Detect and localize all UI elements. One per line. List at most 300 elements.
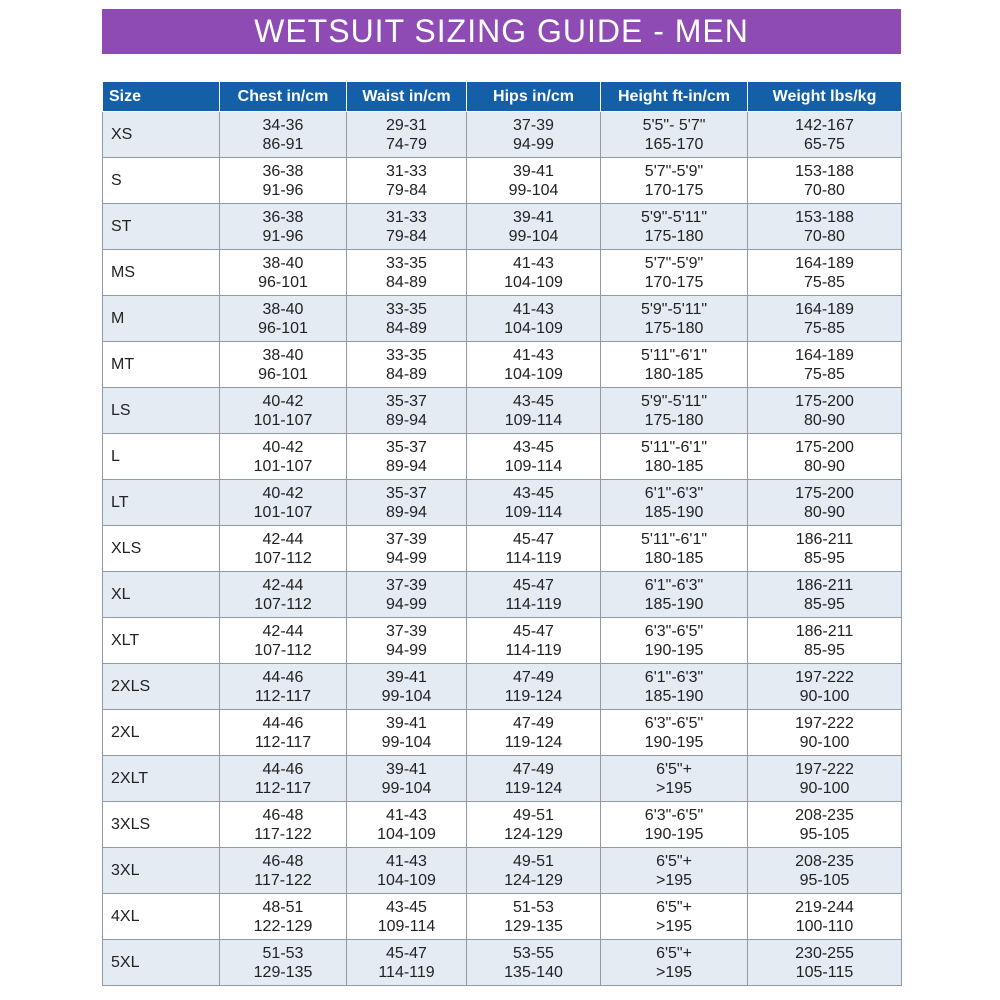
page-title: WETSUIT SIZING GUIDE - MEN: [102, 9, 901, 54]
hips-imperial: 43-45: [513, 484, 554, 502]
weight-metric: 85-95: [804, 549, 845, 567]
hips-metric: 119-124: [504, 779, 563, 797]
weight-cell: [748, 894, 902, 940]
height-metric: 190-195: [644, 641, 704, 659]
height-metric: 165-170: [644, 135, 704, 153]
chest-metric: 112-117: [254, 733, 312, 751]
table-row: [103, 940, 902, 986]
weight-imperial: 164-189: [795, 254, 854, 272]
chest-imperial: 36-38: [262, 162, 304, 180]
size-cell: XLT: [103, 618, 220, 664]
waist-metric: 74-79: [386, 135, 427, 153]
weight-metric: 85-95: [804, 641, 845, 659]
hips-metric: 99-104: [508, 227, 559, 245]
height-imperial: 5'7"-5'9": [644, 254, 704, 272]
hips-imperial: 41-43: [513, 300, 554, 318]
waist-metric: 94-99: [386, 549, 427, 567]
size-cell: S: [103, 158, 220, 204]
waist-cell: [347, 756, 467, 802]
waist-metric: 94-99: [386, 641, 427, 659]
weight-imperial: 175-200: [795, 484, 854, 502]
height-metric: 170-175: [644, 273, 704, 291]
size-cell: XLS: [103, 526, 220, 572]
weight-metric: 80-90: [804, 411, 845, 429]
chest-cell: [220, 388, 347, 434]
hips-imperial: 47-49: [513, 668, 554, 686]
hips-imperial: 47-49: [513, 714, 554, 732]
height-imperial: 6'3"-6'5": [644, 622, 704, 640]
waist-metric: 114-119: [378, 963, 435, 981]
height-cell: [601, 158, 748, 204]
chest-metric: 112-117: [254, 687, 312, 705]
weight-cell: [748, 802, 902, 848]
table-row: [103, 710, 902, 756]
waist-metric: 84-89: [386, 319, 427, 337]
hips-imperial: 39-41: [513, 162, 554, 180]
weight-imperial: 197-222: [795, 760, 854, 778]
waist-cell: [347, 342, 467, 388]
height-metric: 170-175: [644, 181, 704, 199]
waist-cell: [347, 894, 467, 940]
height-imperial: 6'5"+: [656, 944, 692, 962]
waist-imperial: 41-43: [386, 852, 427, 870]
weight-metric: 100-110: [795, 917, 854, 935]
height-imperial: 5'11"-6'1": [640, 530, 708, 548]
waist-metric: 89-94: [386, 457, 427, 475]
chest-cell: [220, 526, 347, 572]
chest-metric: 101-107: [253, 457, 313, 475]
waist-metric: 104-109: [377, 871, 436, 889]
hips-cell: [467, 756, 601, 802]
weight-imperial: 153-188: [795, 208, 854, 226]
size-cell: ST: [103, 204, 220, 250]
size-cell: 2XL: [103, 710, 220, 756]
waist-cell: [347, 434, 467, 480]
waist-metric: 84-89: [386, 273, 427, 291]
table-row: [103, 250, 902, 296]
chest-imperial: 51-53: [262, 944, 304, 962]
height-cell: [601, 710, 748, 756]
chest-imperial: 38-40: [262, 300, 304, 318]
waist-metric: 89-94: [386, 503, 427, 521]
waist-imperial: 35-37: [386, 438, 427, 456]
weight-cell: [748, 940, 902, 986]
chest-imperial: 44-46: [262, 714, 304, 732]
weight-metric: 85-95: [804, 595, 845, 613]
weight-cell: [748, 618, 902, 664]
chest-cell: [220, 204, 347, 250]
weight-metric: 95-105: [799, 825, 850, 843]
table-row: [103, 802, 902, 848]
weight-cell: [748, 480, 902, 526]
weight-cell: [748, 388, 902, 434]
waist-imperial: 39-41: [386, 668, 427, 686]
hips-cell: [467, 296, 601, 342]
height-imperial: 5'9"-5'11": [640, 392, 708, 410]
height-imperial: 6'5"+: [656, 852, 692, 870]
waist-imperial: 33-35: [386, 254, 427, 272]
waist-cell: [347, 296, 467, 342]
weight-imperial: 142-167: [795, 116, 854, 134]
waist-imperial: 37-39: [386, 530, 427, 548]
height-cell: [601, 940, 748, 986]
chest-imperial: 36-38: [262, 208, 304, 226]
height-imperial: 5'9"-5'11": [640, 300, 708, 318]
waist-cell: [347, 572, 467, 618]
height-imperial: 5'11"-6'1": [640, 438, 708, 456]
size-cell: MT: [103, 342, 220, 388]
chest-metric: 101-107: [253, 411, 313, 429]
size-cell: 5XL: [103, 940, 220, 986]
height-cell: [601, 526, 748, 572]
height-cell: [601, 434, 748, 480]
hips-metric: 104-109: [504, 365, 563, 383]
height-imperial: 6'1"-6'3": [644, 484, 704, 502]
waist-cell: [347, 618, 467, 664]
height-cell: [601, 480, 748, 526]
chest-imperial: 38-40: [262, 346, 304, 364]
hips-imperial: 49-51: [513, 806, 554, 824]
sizing-table: [102, 81, 902, 986]
waist-cell: [347, 204, 467, 250]
height-imperial: 6'3"-6'5": [644, 806, 704, 824]
weight-metric: 75-85: [804, 273, 845, 291]
chest-cell: [220, 802, 347, 848]
waist-imperial: 43-45: [386, 898, 427, 916]
weight-metric: 80-90: [804, 457, 845, 475]
weight-imperial: 175-200: [795, 392, 854, 410]
height-metric: 180-185: [644, 457, 704, 475]
table-row: [103, 204, 902, 250]
hips-imperial: 45-47: [513, 622, 554, 640]
chest-imperial: 48-51: [262, 898, 304, 916]
height-metric: 175-180: [644, 319, 704, 337]
weight-cell: [748, 296, 902, 342]
waist-metric: 89-94: [386, 411, 427, 429]
table-row: [103, 894, 902, 940]
weight-metric: 80-90: [804, 503, 845, 521]
hips-imperial: 41-43: [513, 346, 554, 364]
chest-cell: [220, 848, 347, 894]
hips-metric: 119-124: [504, 733, 563, 751]
hips-imperial: 51-53: [513, 898, 554, 916]
waist-imperial: 33-35: [386, 346, 427, 364]
size-cell: LT: [103, 480, 220, 526]
table-row: [103, 296, 902, 342]
height-metric: >195: [655, 779, 693, 797]
hips-imperial: 47-49: [513, 760, 554, 778]
weight-metric: 75-85: [804, 319, 845, 337]
hips-cell: [467, 572, 601, 618]
height-cell: [601, 894, 748, 940]
table-row: [103, 158, 902, 204]
height-cell: [601, 388, 748, 434]
chest-cell: [220, 158, 347, 204]
weight-metric: 90-100: [799, 779, 850, 797]
table-row: [103, 526, 902, 572]
weight-cell: [748, 250, 902, 296]
waist-metric: 84-89: [386, 365, 427, 383]
table-body: [103, 112, 902, 986]
height-imperial: 5'7"-5'9": [644, 162, 704, 180]
hips-cell: [467, 618, 601, 664]
hips-imperial: 43-45: [513, 438, 554, 456]
waist-cell: [347, 388, 467, 434]
chest-metric: 91-96: [262, 181, 304, 199]
weight-cell: [748, 204, 902, 250]
chest-metric: 112-117: [254, 779, 312, 797]
size-cell: L: [103, 434, 220, 480]
weight-cell: [748, 848, 902, 894]
waist-metric: 109-114: [377, 917, 436, 935]
chest-cell: [220, 480, 347, 526]
height-cell: [601, 342, 748, 388]
weight-cell: [748, 342, 902, 388]
chest-cell: [220, 572, 347, 618]
hips-metric: 114-119: [505, 595, 562, 613]
waist-imperial: 33-35: [386, 300, 427, 318]
waist-metric: 104-109: [377, 825, 436, 843]
header-chest: Chest in/cm: [220, 82, 347, 112]
weight-cell: [748, 526, 902, 572]
waist-imperial: 35-37: [386, 392, 427, 410]
table-row: [103, 664, 902, 710]
chest-cell: [220, 940, 347, 986]
height-imperial: 6'1"-6'3": [644, 576, 704, 594]
size-cell: M: [103, 296, 220, 342]
waist-cell: [347, 848, 467, 894]
hips-metric: 119-124: [504, 687, 563, 705]
hips-imperial: 37-39: [513, 116, 554, 134]
weight-imperial: 197-222: [795, 714, 854, 732]
weight-cell: [748, 756, 902, 802]
chest-metric: 117-122: [254, 825, 312, 843]
waist-imperial: 45-47: [386, 944, 427, 962]
weight-metric: 70-80: [804, 227, 845, 245]
height-cell: [601, 848, 748, 894]
hips-metric: 124-129: [504, 871, 563, 889]
hips-metric: 109-114: [504, 411, 563, 429]
height-cell: [601, 572, 748, 618]
waist-imperial: 39-41: [386, 714, 427, 732]
chest-metric: 107-112: [254, 549, 312, 567]
chest-imperial: 46-48: [262, 852, 304, 870]
chest-metric: 107-112: [254, 595, 312, 613]
chest-imperial: 34-36: [262, 116, 304, 134]
hips-imperial: 43-45: [513, 392, 554, 410]
header-weight: Weight lbs/kg: [748, 82, 902, 112]
waist-cell: [347, 940, 467, 986]
height-metric: 185-190: [644, 687, 704, 705]
height-cell: [601, 618, 748, 664]
weight-imperial: 230-255: [795, 944, 854, 962]
chest-imperial: 40-42: [262, 484, 304, 502]
height-imperial: 6'1"-6'3": [644, 668, 704, 686]
table-row: [103, 342, 902, 388]
chest-imperial: 42-44: [262, 530, 304, 548]
chest-imperial: 42-44: [262, 622, 304, 640]
chest-imperial: 44-46: [262, 668, 304, 686]
weight-imperial: 197-222: [795, 668, 854, 686]
chest-metric: 91-96: [262, 227, 304, 245]
chest-metric: 96-101: [258, 365, 308, 383]
weight-cell: [748, 710, 902, 756]
waist-metric: 79-84: [386, 227, 427, 245]
hips-imperial: 53-55: [513, 944, 554, 962]
height-metric: 185-190: [644, 503, 704, 521]
chest-cell: [220, 664, 347, 710]
chest-cell: [220, 618, 347, 664]
hips-cell: [467, 434, 601, 480]
hips-imperial: 45-47: [513, 576, 554, 594]
hips-metric: 129-135: [504, 917, 563, 935]
height-cell: [601, 664, 748, 710]
waist-imperial: 29-31: [386, 116, 427, 134]
height-imperial: 5'9"-5'11": [640, 208, 708, 226]
height-metric: >195: [655, 917, 693, 935]
height-metric: >195: [655, 963, 693, 981]
chest-cell: [220, 296, 347, 342]
chest-cell: [220, 756, 347, 802]
waist-cell: [347, 802, 467, 848]
hips-cell: [467, 388, 601, 434]
waist-cell: [347, 480, 467, 526]
weight-imperial: 175-200: [795, 438, 854, 456]
chest-imperial: 44-46: [262, 760, 304, 778]
height-imperial: 6'3"-6'5": [644, 714, 704, 732]
waist-cell: [347, 250, 467, 296]
height-cell: [601, 756, 748, 802]
waist-metric: 94-99: [386, 595, 427, 613]
height-metric: >195: [655, 871, 693, 889]
weight-cell: [748, 112, 902, 158]
hips-cell: [467, 848, 601, 894]
table-row: [103, 480, 902, 526]
hips-cell: [467, 480, 601, 526]
weight-imperial: 219-244: [795, 898, 854, 916]
hips-imperial: 39-41: [513, 208, 554, 226]
chest-metric: 117-122: [254, 871, 312, 889]
height-cell: [601, 802, 748, 848]
hips-cell: [467, 940, 601, 986]
hips-cell: [467, 710, 601, 756]
size-cell: 3XL: [103, 848, 220, 894]
height-cell: [601, 112, 748, 158]
chest-imperial: 38-40: [262, 254, 304, 272]
height-metric: 180-185: [644, 549, 704, 567]
waist-imperial: 41-43: [386, 806, 427, 824]
size-cell: 3XLS: [103, 802, 220, 848]
weight-metric: 90-100: [799, 687, 850, 705]
weight-imperial: 164-189: [795, 346, 854, 364]
table-row: [103, 756, 902, 802]
size-cell: XS: [103, 112, 220, 158]
weight-cell: [748, 664, 902, 710]
height-imperial: 5'5"- 5'7": [642, 116, 706, 134]
height-metric: 190-195: [644, 733, 704, 751]
chest-metric: 96-101: [258, 319, 308, 337]
height-cell: [601, 250, 748, 296]
chest-cell: [220, 434, 347, 480]
size-cell: 2XLS: [103, 664, 220, 710]
hips-cell: [467, 894, 601, 940]
hips-cell: [467, 664, 601, 710]
weight-metric: 75-85: [804, 365, 845, 383]
chest-imperial: 40-42: [262, 392, 304, 410]
weight-imperial: 208-235: [795, 806, 854, 824]
height-metric: 185-190: [644, 595, 704, 613]
waist-imperial: 31-33: [386, 208, 427, 226]
hips-metric: 114-119: [505, 641, 562, 659]
weight-cell: [748, 434, 902, 480]
height-metric: 190-195: [644, 825, 704, 843]
chest-cell: [220, 894, 347, 940]
height-imperial: 6'5"+: [656, 898, 692, 916]
height-metric: 175-180: [644, 227, 704, 245]
size-cell: MS: [103, 250, 220, 296]
weight-imperial: 186-211: [795, 622, 854, 640]
waist-metric: 99-104: [381, 733, 432, 751]
weight-metric: 70-80: [804, 181, 845, 199]
hips-metric: 109-114: [504, 503, 563, 521]
chest-metric: 129-135: [253, 963, 313, 981]
hips-metric: 104-109: [504, 273, 563, 291]
hips-metric: 94-99: [513, 135, 554, 153]
weight-metric: 90-100: [799, 733, 850, 751]
waist-cell: [347, 710, 467, 756]
waist-cell: [347, 526, 467, 572]
chest-metric: 107-112: [254, 641, 312, 659]
height-cell: [601, 204, 748, 250]
weight-imperial: 186-211: [795, 576, 854, 594]
header-waist: Waist in/cm: [347, 82, 467, 112]
waist-metric: 99-104: [381, 687, 432, 705]
header-row: [103, 82, 902, 112]
header-hips: Hips in/cm: [467, 82, 601, 112]
chest-imperial: 46-48: [262, 806, 304, 824]
hips-metric: 135-140: [504, 963, 563, 981]
height-cell: [601, 296, 748, 342]
size-cell: XL: [103, 572, 220, 618]
hips-cell: [467, 158, 601, 204]
header-size: Size: [103, 82, 220, 112]
waist-imperial: 37-39: [386, 576, 427, 594]
chest-imperial: 42-44: [262, 576, 304, 594]
chest-cell: [220, 342, 347, 388]
weight-cell: [748, 572, 902, 618]
waist-cell: [347, 158, 467, 204]
header-height: Height ft-in/cm: [601, 82, 748, 112]
weight-imperial: 208-235: [795, 852, 854, 870]
hips-metric: 114-119: [505, 549, 562, 567]
waist-metric: 79-84: [386, 181, 427, 199]
chest-metric: 86-91: [262, 135, 304, 153]
chest-metric: 101-107: [253, 503, 313, 521]
weight-metric: 95-105: [799, 871, 850, 889]
hips-metric: 99-104: [508, 181, 559, 199]
hips-imperial: 41-43: [513, 254, 554, 272]
hips-imperial: 45-47: [513, 530, 554, 548]
size-cell: LS: [103, 388, 220, 434]
waist-cell: [347, 664, 467, 710]
hips-cell: [467, 204, 601, 250]
waist-imperial: 39-41: [386, 760, 427, 778]
height-imperial: 5'11"-6'1": [640, 346, 708, 364]
weight-imperial: 164-189: [795, 300, 854, 318]
waist-imperial: 31-33: [386, 162, 427, 180]
weight-cell: [748, 158, 902, 204]
waist-metric: 99-104: [381, 779, 432, 797]
